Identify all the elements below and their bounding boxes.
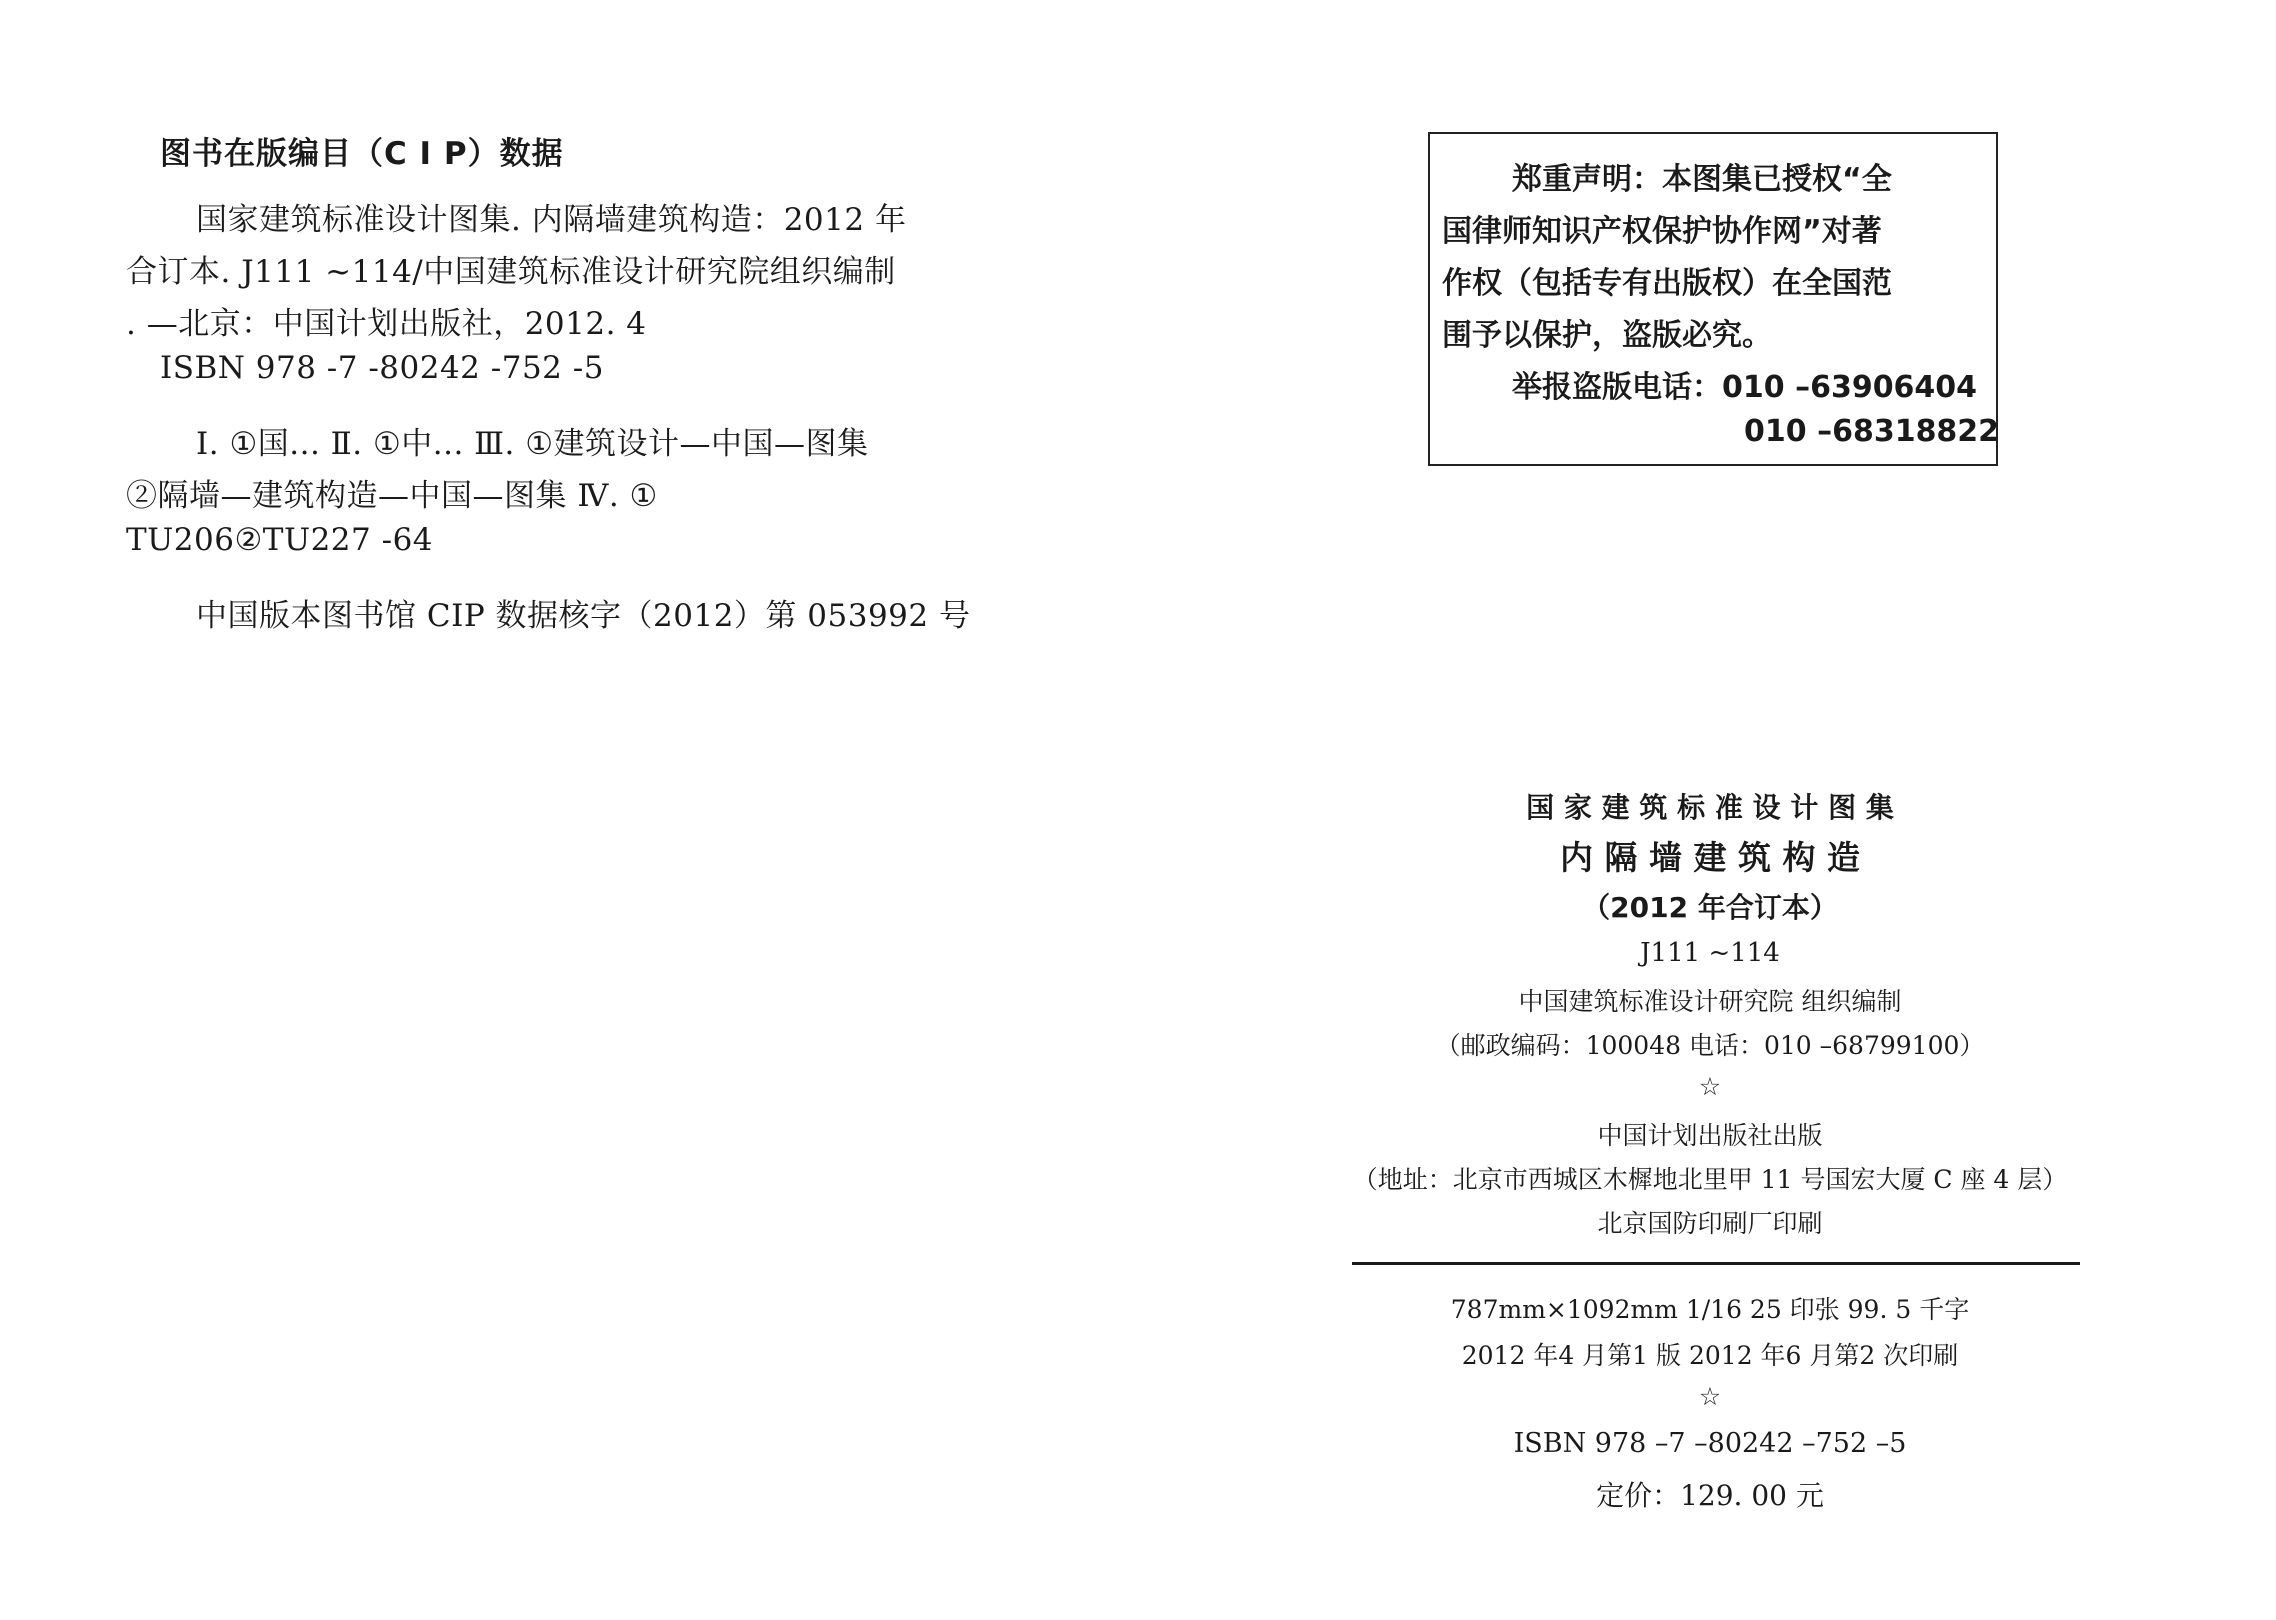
star-divider: ☆: [1698, 1382, 1722, 1411]
cip-isbn: ISBN 978 -7 -80242 -752 -5: [160, 350, 604, 386]
cip-line: ②隔墙—建筑构造—中国—图集 Ⅳ. ①: [126, 478, 658, 514]
atlas-code: J111 ~114: [1640, 938, 1780, 968]
cip-line: 合订本. J111 ~114/中国建筑标准设计研究院组织编制: [126, 254, 896, 290]
edition: （2012 年合订本）: [1582, 891, 1838, 924]
publisher-address: （地址：北京市西城区木樨地北里甲 11 号国宏大厦 C 座 4 层）: [1352, 1165, 2068, 1194]
report-hotline: 举报盗版电话：010 –63906404: [1512, 370, 1978, 405]
series-title: 国 家 建 筑 标 准 设 计 图 集: [1526, 791, 1894, 824]
star-divider: ☆: [1698, 1072, 1722, 1101]
notice-line: 围予以保护，盗版必究。: [1442, 318, 1772, 353]
cip-record-number: 中国版本图书馆 CIP 数据核字（2012）第 053992 号: [196, 598, 971, 634]
cip-line: 国家建筑标准设计图集. 内隔墙建筑构造：2012 年: [196, 202, 907, 238]
imprint-divider: [1352, 1262, 2080, 1265]
price: 定价：129. 00 元: [1596, 1479, 1824, 1512]
notice-line: 国律师知识产权保护协作网”对著: [1442, 214, 1882, 249]
printing-history: 2012 年4 月第1 版 2012 年6 月第2 次印刷: [1461, 1341, 1959, 1370]
book-title: 内 隔 墙 建 筑 构 造: [1560, 838, 1860, 877]
notice-line: 作权（包括专有出版权）在全国范: [1442, 266, 1892, 301]
compiler: 中国建筑标准设计研究院 组织编制: [1518, 987, 1902, 1016]
report-hotline-2: 010 –68318822: [1744, 414, 2000, 449]
notice-line: 郑重声明：本图集已授权“全: [1512, 162, 1892, 197]
copyright-notice-box: [1428, 132, 1998, 466]
isbn: ISBN 978 –7 –80242 –752 –5: [1513, 1428, 1907, 1459]
cip-heading: 图书在版编目（C I P）数据: [160, 136, 564, 172]
publisher: 中国计划出版社出版: [1597, 1121, 1823, 1150]
compiler-contact: （邮政编码：100048 电话：010 –68799100）: [1435, 1031, 1985, 1060]
format-specs: 787mm×1092mm 1/16 25 印张 99. 5 千字: [1450, 1295, 1970, 1324]
printer: 北京国防印刷厂印刷: [1597, 1209, 1823, 1238]
cip-line: TU206②TU227 -64: [126, 522, 434, 558]
cip-line: Ⅰ. ①国... Ⅱ. ①中... Ⅲ. ①建筑设计—中国—图集: [196, 426, 869, 462]
cip-line: . —北京：中国计划出版社，2012. 4: [126, 306, 647, 342]
